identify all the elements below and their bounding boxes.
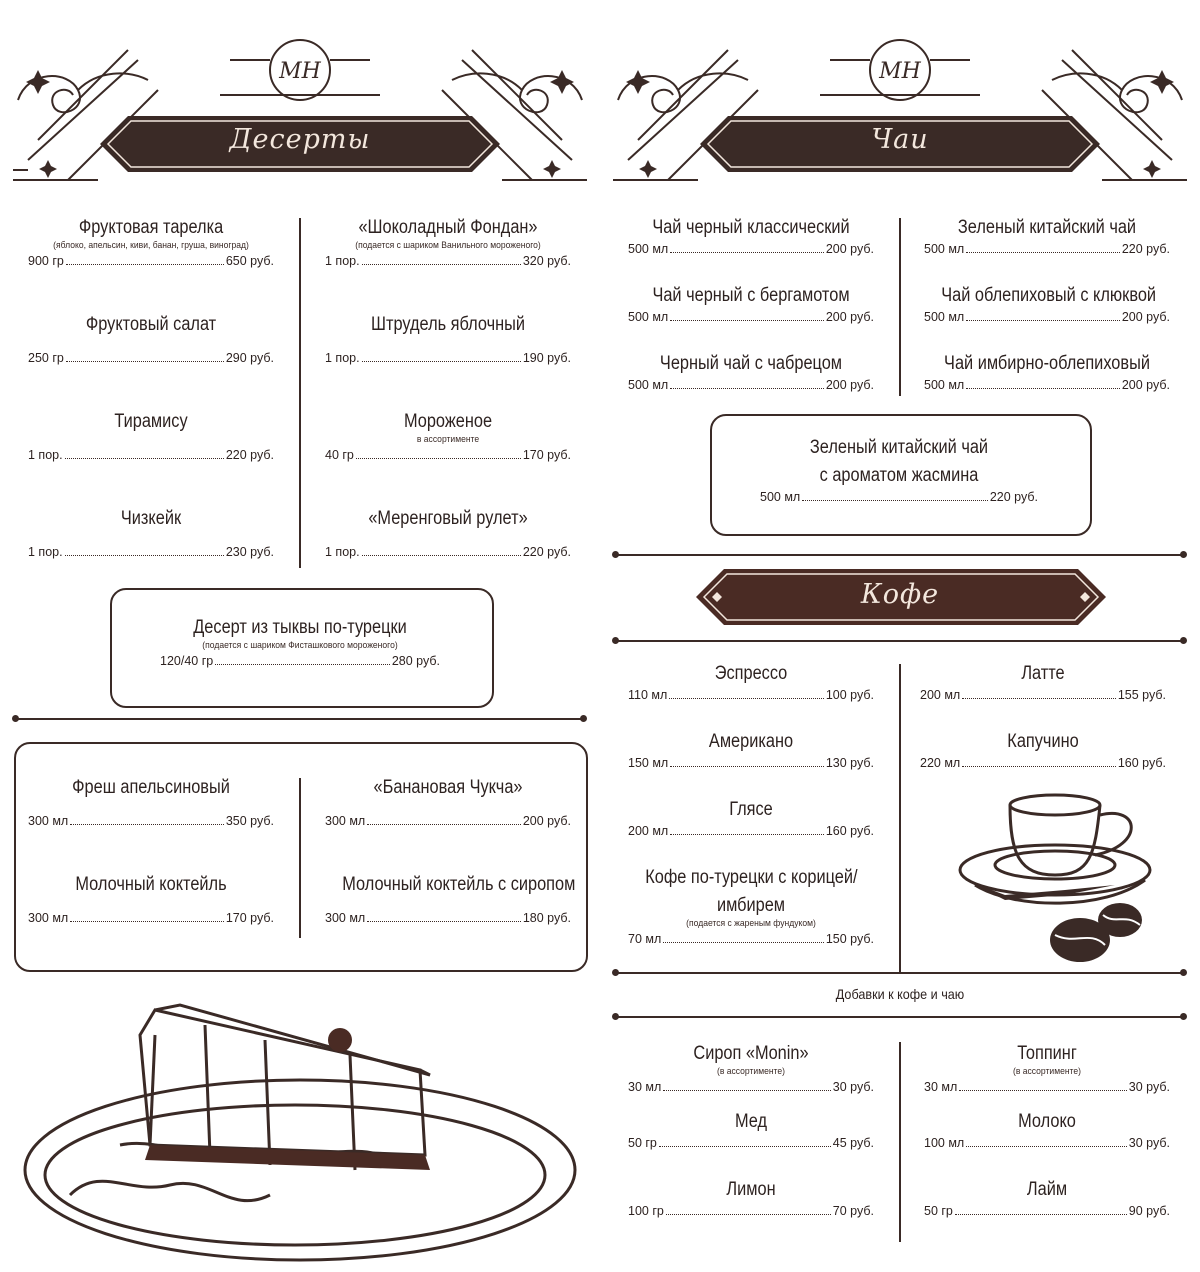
menu-item [28,410,274,462]
item-note [337,337,558,349]
item-qty: 500 мл [924,242,965,256]
item-price-line [28,545,274,559]
qty: 70 мл [628,932,662,946]
dessert-special-note: (подается с шариком Фисташкового мороженого) [202,640,398,651]
item-qty: 300 мл [28,911,69,925]
desserts-divider [299,218,301,568]
item-price: 30 руб. [1128,1136,1170,1150]
item-price: 220 руб. [522,545,571,559]
item-note [337,800,558,812]
item-qty: 1 пор. [325,545,360,559]
item-name: «Меренговый рулет» [368,508,528,529]
item-qty: 1 пор. [325,351,360,365]
price: 150 руб. [825,932,874,946]
menu-item [325,410,571,462]
item-qty: 30 мл [628,1080,662,1094]
item-price-line [325,448,571,462]
item-price: 70 руб. [832,1204,874,1218]
dessert-special [160,616,440,668]
menu-item [628,730,874,770]
menu-item [920,730,1166,770]
menu-item [325,873,576,925]
item-name: Топпинг [1017,1043,1077,1064]
item-price: 180 руб. [522,911,571,925]
item-price-line [325,351,571,365]
item-price-line [28,254,274,268]
tea-special-price-line [760,490,1038,504]
item-note [337,531,558,543]
item-price-line [924,1204,1170,1218]
item-name: Молоко [1018,1111,1076,1132]
item-price-line [28,448,274,462]
item-qty: 500 мл [924,310,965,324]
item-name: Латте [1021,663,1065,684]
item-name: Зеленый китайский чай [957,217,1137,238]
item-price: 30 руб. [1128,1080,1170,1094]
item-price-line [628,756,874,770]
item-note: в ассортименте [416,434,480,445]
item-price-line [628,1204,874,1218]
coffee-turkish-line1: Кофе по-турецки с корицей/ [645,867,858,888]
item-note: (в ассортименте) [1013,1066,1081,1077]
item-name: Молочный коктейль с сиропом [342,874,576,895]
menu-item [325,776,571,828]
item-qty: 150 мл [628,756,669,770]
coffee-turkish [628,866,874,946]
item-qty: 50 гр [628,1136,657,1150]
tea-divider [899,218,901,396]
item-note [40,434,261,446]
item-price: 200 руб. [825,378,874,392]
desserts-title: Десерты [229,124,371,155]
coffee-title: Кофе [860,579,940,610]
item-name: Фруктовая тарелка [78,217,224,238]
item-price-line [924,310,1170,324]
item-price-line [628,310,874,324]
item-price-line [325,814,571,828]
addons-separator-bottom [618,1016,1184,1018]
item-name: Молочный коктейль [75,874,227,895]
item-qty: 300 мл [325,911,366,925]
item-price-line [325,911,571,925]
item-note: (яблоко, апельсин, киви, банан, груша, виноград) [53,240,249,251]
item-price: 30 руб. [832,1080,874,1094]
item-qty: 220 мл [920,756,961,770]
item-price: 200 руб. [522,814,571,828]
item-qty: 200 мл [920,688,961,702]
item-price: 170 руб. [522,448,571,462]
addons-divider [899,1042,901,1242]
item-price: 650 руб. [225,254,274,268]
item-price-line [920,688,1166,702]
tea-special [760,436,1038,504]
menu-item [628,1110,874,1150]
item-qty: 900 гр [28,254,64,268]
item-qty: 300 мл [325,814,366,828]
menu-item [28,507,274,559]
item-name: Лимон [726,1179,776,1200]
item-name: Фреш апельсиновый [72,777,230,798]
item-qty: 1 пор. [28,545,63,559]
item-qty: 50 гр [924,1204,953,1218]
item-name: Лайм [1026,1179,1068,1200]
item-qty: 30 мл [924,1080,958,1094]
item-qty: 500 мл [628,242,669,256]
item-qty: 300 мл [28,814,69,828]
item-note [40,531,261,543]
item-qty: 1 пор. [28,448,63,462]
item-price: 350 руб. [225,814,274,828]
item-price-line [628,1136,874,1150]
item-price: 190 руб. [522,351,571,365]
item-qty: 40 гр [325,448,354,462]
item-name: Мороженое [403,411,493,432]
dessert-special-price-line [160,654,440,668]
qty: 500 мл [760,490,801,504]
item-name: «Шоколадный Фондан» [358,217,538,238]
item-name: Черный чай с чабрецом [659,353,843,374]
desserts-header-ornament [8,30,592,190]
item-qty: 110 мл [628,688,668,702]
item-price: 170 руб. [225,911,274,925]
item-name: Тирамису [114,411,188,432]
item-name: Капучино [1007,731,1079,752]
menu-item [924,1042,1170,1094]
item-name: Чай имбирно-облепиховый [944,353,1150,374]
item-name: Чизкейк [120,508,182,529]
price: 280 руб. [391,654,440,668]
menu-item [325,216,571,268]
menu-item [628,662,874,702]
item-qty: 250 гр [28,351,64,365]
drinks-divider [299,778,301,938]
item-price-line [28,351,274,365]
qty: 120/40 гр [160,654,214,668]
item-qty: 500 мл [924,378,965,392]
menu-item [628,216,874,256]
item-price: 200 руб. [825,242,874,256]
menu-item [924,284,1170,324]
item-price: 160 руб. [825,824,874,838]
item-price-line [28,814,274,828]
item-qty: 100 мл [924,1136,965,1150]
item-name: Эспрессо [714,663,788,684]
menu-item [28,313,274,365]
coffee-turkish-note: (подается с жареным фундуком) [686,918,816,929]
logo-monogram: МН [279,59,321,84]
item-price-line [628,242,874,256]
item-name: Фруктовый салат [85,314,217,335]
menu-item [28,216,274,268]
item-name: Мед [734,1111,768,1132]
menu-item [628,284,874,324]
item-price: 220 руб. [1121,242,1170,256]
item-price-line [628,688,874,702]
coffee-separator-top [618,554,1184,556]
item-note [337,897,558,909]
item-price-line [924,1136,1170,1150]
item-qty: 200 мл [628,824,669,838]
addons-title: Добавки к кофе и чаю [835,986,965,1002]
item-qty: 1 пор. [325,254,360,268]
coffee-cup-illustration [955,785,1190,975]
menu-item [924,216,1170,256]
item-price: 200 руб. [825,310,874,324]
item-price: 90 руб. [1128,1204,1170,1218]
item-price-line [325,254,571,268]
section-separator [18,718,584,720]
menu-item [628,352,874,392]
item-price-line [924,242,1170,256]
coffee-divider [899,664,901,974]
menu-item [28,873,274,925]
menu-item [924,352,1170,392]
dessert-special-name: Десерт из тыквы по-турецки [193,617,407,638]
menu-item [920,662,1166,702]
item-name: Чай черный классический [652,217,850,238]
item-note: (в ассортименте) [717,1066,785,1077]
price: 220 руб. [989,490,1038,504]
item-price: 155 руб. [1117,688,1166,702]
coffee-separator-bottom [618,640,1184,642]
menu-item [325,313,571,365]
item-price-line [325,545,571,559]
tea-special-line1: Зеленый китайский чай [809,437,989,458]
tea-special-line2: с ароматом жасмина [819,465,979,486]
item-price-line [920,756,1166,770]
coffee-turkish-price-line [628,932,874,946]
item-price: 130 руб. [825,756,874,770]
item-price: 230 руб. [225,545,274,559]
item-note [40,800,261,812]
menu-item [325,507,571,559]
item-note [40,897,261,909]
menu-item [924,1178,1170,1218]
item-price-line [924,1080,1170,1094]
item-name: Глясе [729,799,773,820]
addons-separator-top [618,972,1184,974]
item-price-line [628,1080,874,1094]
item-price: 100 руб. [825,688,874,702]
menu-item [28,776,274,828]
item-price: 220 руб. [225,448,274,462]
item-price: 200 руб. [1121,310,1170,324]
menu-item [628,1042,874,1094]
item-price: 45 руб. [832,1136,874,1150]
item-qty: 500 мл [628,310,669,324]
item-name: Чай черный с бергамотом [652,285,850,306]
item-price: 160 руб. [1117,756,1166,770]
item-price-line [924,378,1170,392]
menu-item [924,1110,1170,1150]
item-note [40,337,261,349]
menu-item [628,798,874,838]
item-price-line [28,911,274,925]
item-name: Чай облепиховый с клюквой [941,285,1157,306]
tea-title: Чаи [871,124,929,155]
item-price: 290 руб. [225,351,274,365]
coffee-turkish-line2: имбирем [716,895,786,916]
item-name: Сироп «Monin» [693,1043,809,1064]
tea-header-ornament [608,30,1192,190]
item-note: (подается с шариком Ванильного мороженого) [355,240,541,251]
item-price: 320 руб. [522,254,571,268]
item-name: «Банановая Чукча» [373,777,523,798]
cake-illustration [10,995,595,1270]
item-price-line [628,378,874,392]
item-name: Американо [708,731,794,752]
item-qty: 100 гр [628,1204,664,1218]
menu-item [628,1178,874,1218]
item-price-line [628,824,874,838]
logo-monogram-right: МН [879,59,921,84]
item-price: 200 руб. [1121,378,1170,392]
item-name: Штрудель яблочный [371,314,525,335]
item-qty: 500 мл [628,378,669,392]
